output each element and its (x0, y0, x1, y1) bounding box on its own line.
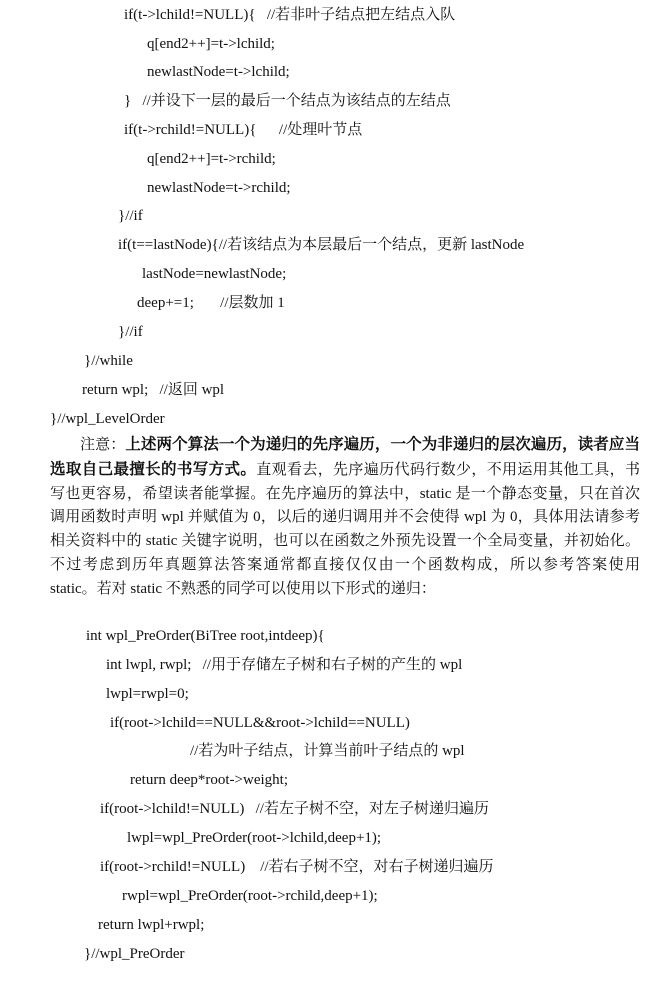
code-line: return deep*root->weight; (130, 772, 288, 788)
code-line: newlastNode=t->rchild; (147, 180, 291, 196)
code-line: }//if (118, 208, 143, 224)
code-line: //若为叶子结点，计算当前叶子结点的 wpl (190, 743, 465, 759)
code-line: q[end2++]=t->rchild; (147, 151, 276, 167)
code-line: } //并设下一层的最后一个结点为该结点的左结点 (124, 93, 451, 109)
code-line: return wpl; //返回 wpl (82, 382, 225, 398)
code-line: newlastNode=t->lchild; (147, 64, 290, 80)
note-lead: 注意： (80, 437, 126, 453)
code-line: }//if (118, 324, 143, 340)
code-line: }//wpl_PreOrder (84, 946, 185, 962)
code-line: }//wpl_LevelOrder (50, 411, 165, 427)
code-line: rwpl=wpl_PreOrder(root->rchild,deep+1); (122, 888, 378, 904)
code-line: if(t==lastNode){//若该结点为本层最后一个结点，更新 lastNode (118, 237, 525, 253)
code-line: if(root->lchild!=NULL) //若左子树不空，对左子树递归遍历 (100, 801, 489, 817)
code-line: deep+=1; //层数加 1 (137, 295, 285, 311)
code-line: if(t->lchild!=NULL){ //若非叶子结点把左结点入队 (124, 7, 456, 23)
note-emphasis: 上述两个算法一个为递归的先序遍历，一个为非递归的层次遍历，读者应当选取自己最擅长的书写方式。 (50, 436, 640, 478)
code-line: if(root->lchild==NULL&&root->lchild==NULL) (110, 715, 410, 731)
code-line: int lwpl, rwpl; //用于存储左子树和右子树的产生的 wpl (106, 657, 463, 673)
code-line: lwpl=wpl_PreOrder(root->lchild,deep+1); (127, 830, 382, 846)
code-line: }//while (84, 353, 133, 369)
note-paragraph (50, 433, 640, 602)
code-line: lastNode=newlastNode; (142, 266, 287, 282)
code-line: int wpl_PreOrder(BiTree root,intdeep){ (86, 628, 325, 644)
code-line: if(root->rchild!=NULL) //若右子树不空，对右子树递归遍历 (100, 859, 494, 875)
note-body: 直观看去，先序遍历代码行数少，不用运用其他工具，书写也更容易，希望读者能掌握。在先序遍历的算法中，static 是一个静态变量，只在首次调用函数时声明 wpl 并赋值为 0，以后的递归调用并不会使得 wpl 为 0，具体用法请参考相关资料中的 static 关键字说明，也可以在函数之外预先设置一个全局变量，并初始化。不过考虑到历年真题算法答案通常都直接仅仅由一个函数构成，所以参考答案使用 static。若对 static 不熟悉的同学可以使用以下形式的递归： (50, 461, 640, 597)
code-line: q[end2++]=t->lchild; (147, 36, 275, 52)
code-line: lwpl=rwpl=0; (106, 686, 189, 702)
code-line: if(t->rchild!=NULL){ //处理叶节点 (124, 122, 363, 138)
code-line: return lwpl+rwpl; (98, 917, 205, 933)
